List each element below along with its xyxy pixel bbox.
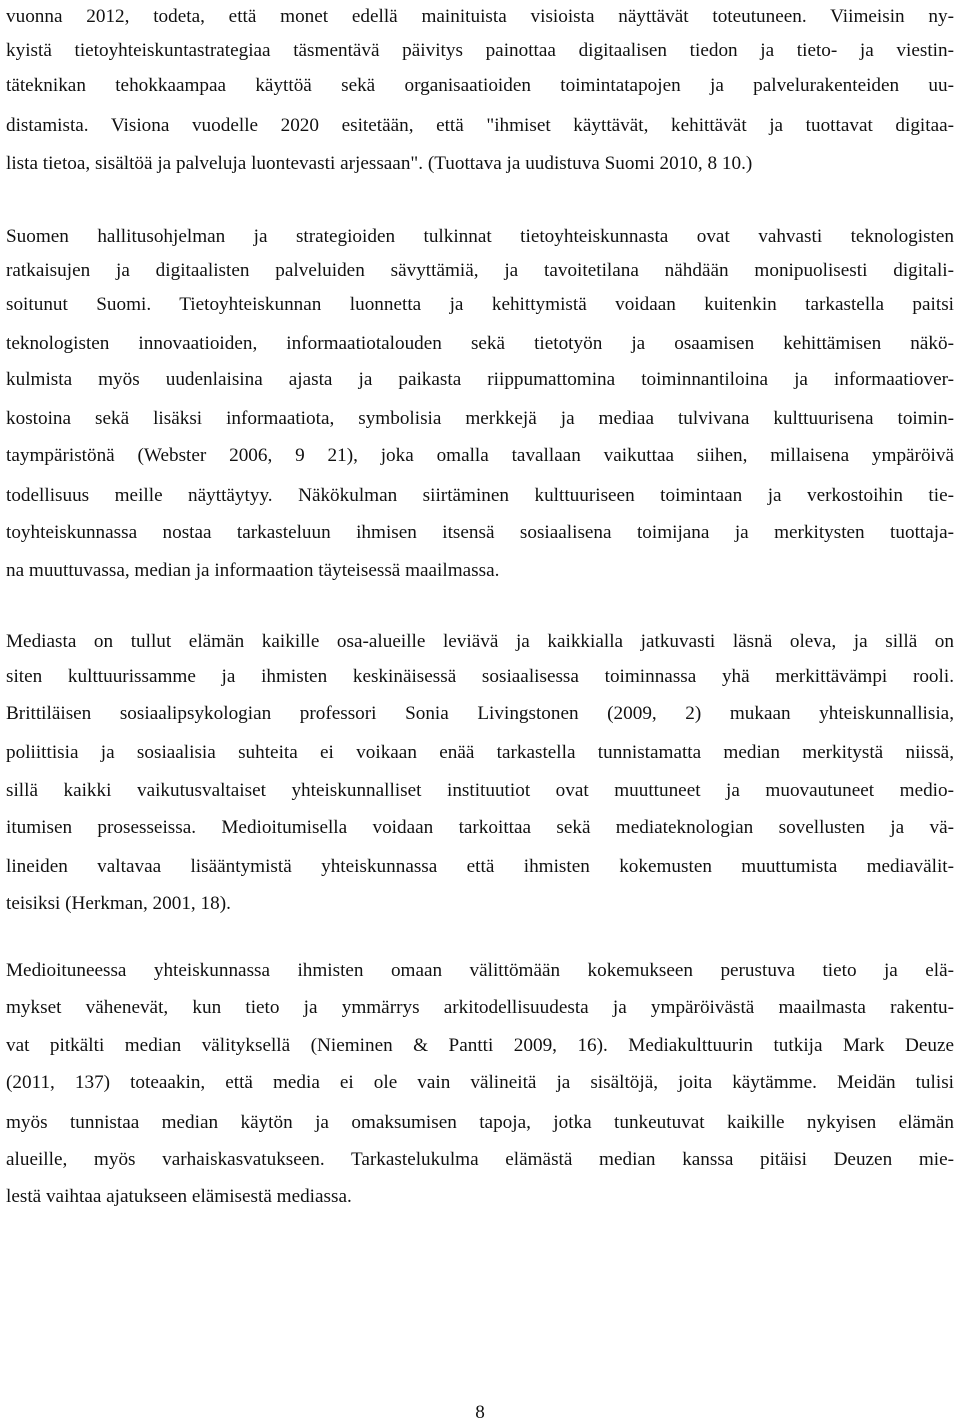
text-line: mykset vähenevät, kun tieto ja ymmärrys arkitodellisuudesta ja ympäröivästä maailmasta rakentu-: [6, 997, 954, 1018]
text-line: Medioituneessa yhteiskunnassa ihmisten omaan välittömään kokemukseen perustuva tieto ja elä-: [6, 960, 954, 981]
text-line: sillä kaikki vaikutusvaltaiset yhteiskunnalliset instituutiot ovat muuttuneet ja muovautuneet medio-: [6, 780, 954, 801]
page-number: 8: [475, 1402, 485, 1423]
text-line: (2011, 137) toteaakin, että media ei ole vain välineitä ja sisältöjä, joita käytämme. Meidän tulisi: [6, 1072, 954, 1093]
text-line: siten kulttuurissamme ja ihmisten keskinäisessä sosiaalisessa toiminnassa yhä merkittävämpi rooli.: [6, 666, 954, 687]
text-line: poliittisia ja sosiaalisia suhteita ei voikaan enää tarkastella tunnistamatta median merkitystä niissä,: [6, 742, 954, 763]
text-line: kulmista myös uudenlaisina ajasta ja paikasta riippumattomina toiminnantiloina ja informaatiover-: [6, 369, 954, 390]
text-line: myös tunnistaa median käytön ja omaksumisen tapoja, jotka tunkeutuvat kaikille nykyisen elämän: [6, 1112, 954, 1133]
text-line: toyhteiskunnassa nostaa tarkasteluun ihmisen itsensä sosiaalisena toimijana ja merkitysten tuottaja-: [6, 522, 954, 543]
text-line: ratkaisujen ja digitaalisten palveluiden sävyttämiä, ja tavoitetilana nähdään monipuolisesti digitali-: [6, 260, 954, 281]
text-line: [6, 113, 954, 139]
text-line: kyistä tietoyhteiskuntastrategiaa täsmentävä päivitys painottaa digitaalisen tiedon ja tieto- ja viestin-: [6, 40, 954, 61]
text-line: [6, 151, 954, 177]
text-segment: distamista. Visiona vuodelle 2020 esitetään, että ": [6, 115, 495, 136]
text-line: teisiksi (Herkman, 2001, 18).: [6, 893, 231, 914]
text-line: teknologisten innovaatioiden, informaatiotalouden sekä tietotyön ja osaamisen kehittämisen näkö-: [6, 333, 954, 354]
text-line: vat pitkälti median välityksellä (Nieminen & Pantti 2009, 16). Mediakulttuurin tutkija Mark Deuze: [6, 1035, 954, 1056]
text-line: Suomen hallitusohjelman ja strategioiden tulkinnat tietoyhteiskunnasta ovat vahvasti teknologisten: [6, 226, 954, 247]
text-segment: lista tietoa, sisältöä ja palveluja luontevasti arjessaan: [6, 153, 411, 174]
text-line: vuonna 2012, todeta, että monet edellä mainituista visioista näyttävät toteutuneen. Viimeisin ny-: [6, 6, 954, 27]
text-line: na muuttuvassa, median ja informaation täyteisessä maailmassa.: [6, 560, 500, 581]
text-line: kostoina sekä lisäksi informaatiota, symbolisia merkkejä ja mediaa tulvivana kulttuurisena toimin-: [6, 408, 954, 429]
text-line: Mediasta on tullut elämän kaikille osa-alueille leviävä ja kaikkialla jatkuvasti läsnä oleva, ja sillä on: [6, 631, 954, 652]
text-segment: ihmiset käyttävät, kehittävät ja tuottavat digitaa-: [494, 115, 954, 136]
text-line: Brittiläisen sosiaalipsykologian professori Sonia Livingstonen (2009, 2) mukaan yhteiskunnallisia,: [6, 703, 954, 724]
text-line: taympäristönä (Webster 2006, 9 21), joka omalla tavallaan vaikuttaa siihen, millaisena ympäröivä: [6, 445, 954, 466]
text-line: lineiden valtavaa lisääntymistä yhteiskunnassa että ihmisten kokemusten muuttumista mediavälit-: [6, 856, 954, 877]
text-line: alueille, myös varhaiskasvatukseen. Tarkastelukulma elämästä median kanssa pitäisi Deuzen mie-: [6, 1149, 954, 1170]
text-segment: ". (Tuottava ja uudistuva Suomi 2010, 8 10.): [410, 153, 753, 174]
text-line: soitunut Suomi. Tietoyhteiskunnan luonnetta ja kehittymistä voidaan kuitenkin tarkastella paitsi: [6, 294, 954, 315]
text-line: todellisuus meille näyttäytyy. Näkökulman siirtäminen kulttuuriseen toimintaan ja verkostoihin tie-: [6, 485, 954, 506]
text-line: itumisen prosesseissa. Medioitumisella voidaan tarkoittaa sekä mediateknologian sovellusten ja vä-: [6, 817, 954, 838]
text-line: täteknikan tehokkaampaa käyttöä sekä organisaatioiden toimintatapojen ja palvelurakenteiden uu-: [6, 75, 954, 96]
text-line: lestä vaihtaa ajatukseen elämisestä mediassa.: [6, 1186, 352, 1207]
